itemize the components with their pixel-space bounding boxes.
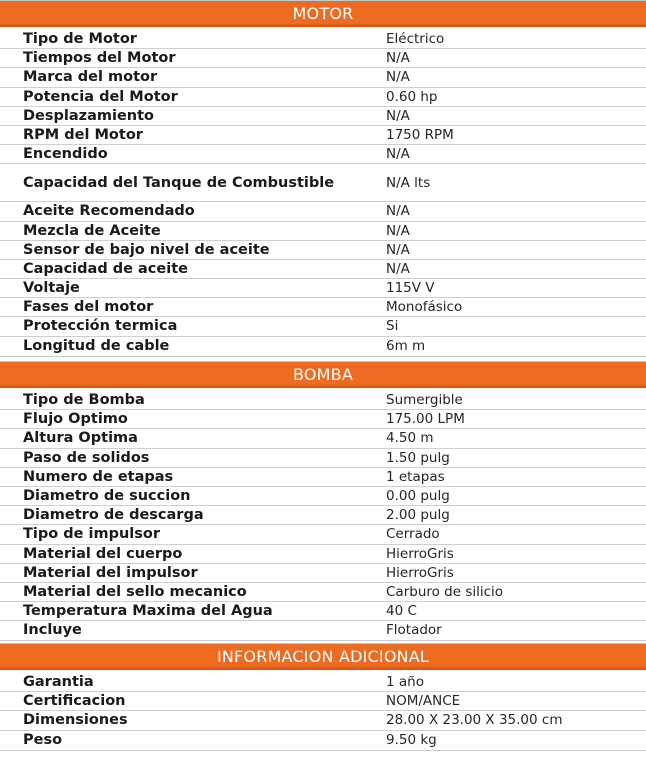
spec-label: Certificacion — [23, 693, 126, 710]
spec-label: Altura Optima — [23, 430, 138, 447]
table-row — [0, 468, 646, 487]
spec-label: Marca del motor — [23, 69, 158, 86]
section-header-bomba — [0, 361, 646, 388]
spec-label: Encendido — [23, 146, 108, 163]
spec-value: HierroGris — [386, 545, 454, 562]
spec-value: 2.00 pulg — [386, 507, 450, 524]
table-row — [0, 506, 646, 525]
table-row — [0, 49, 646, 68]
spec-value: 0.00 pulg — [386, 487, 450, 504]
spec-label: Peso — [23, 731, 63, 748]
spec-value: Cerrado — [386, 526, 440, 543]
spec-value: Eléctrico — [386, 31, 445, 47]
table-row — [0, 711, 646, 730]
spec-label: Numero de etapas — [23, 468, 174, 485]
table-row — [0, 222, 646, 241]
table-row — [0, 317, 646, 336]
spec-value: Si — [386, 318, 399, 335]
spec-value: 9.50 kg — [386, 731, 437, 748]
spec-label: Flujo Optimo — [23, 411, 128, 428]
spec-label: Tiempos del Motor — [23, 50, 176, 67]
spec-value: N/A — [386, 241, 410, 258]
spec-value: 0.60 hp — [386, 88, 438, 105]
table-row — [0, 241, 646, 260]
spec-label: Temperatura Maxima del Agua — [23, 603, 273, 620]
spec-value: 1750 RPM — [386, 126, 454, 143]
table-row — [0, 731, 646, 750]
spec-label: RPM del Motor — [23, 126, 143, 143]
section-motor — [0, 0, 646, 357]
spec-label: Potencia del Motor — [23, 88, 178, 105]
table-row — [0, 260, 646, 279]
spec-table-informacion-adicional — [0, 670, 646, 751]
spec-value: Sumergible — [386, 392, 463, 408]
spec-value: N/A — [386, 107, 410, 124]
section-title: BOMBA — [292, 365, 353, 384]
spec-value: N/A — [386, 260, 410, 277]
table-row — [0, 487, 646, 506]
table-row — [0, 692, 646, 711]
section-informacion-adicional — [0, 643, 646, 751]
spec-value: HierroGris — [386, 564, 454, 581]
table-row — [0, 337, 646, 356]
table-row — [0, 164, 646, 202]
spec-label: Tipo de Motor — [23, 31, 137, 47]
spec-label: Fases del motor — [23, 299, 154, 316]
spec-value: 6m m — [386, 337, 426, 354]
spec-label: Tipo de impulsor — [23, 526, 161, 543]
table-row — [0, 673, 646, 692]
spec-value: 1 año — [386, 674, 424, 690]
table-row — [0, 88, 646, 107]
spec-label: Material del cuerpo — [23, 545, 183, 562]
spec-label: Capacidad del Tanque de Combustible — [23, 174, 335, 191]
spec-value: Carburo de silicio — [386, 583, 504, 600]
spec-label: Tipo de Bomba — [23, 392, 145, 408]
table-row — [0, 525, 646, 544]
spec-label: Material del impulsor — [23, 564, 198, 581]
table-row — [0, 30, 646, 49]
section-bomba — [0, 361, 646, 641]
spec-value: 115V V — [386, 280, 435, 297]
spec-label: Desplazamiento — [23, 107, 154, 124]
spec-label: Incluye — [23, 622, 82, 639]
spec-label: Capacidad de aceite — [23, 260, 188, 277]
table-row — [0, 68, 646, 87]
table-row — [0, 107, 646, 126]
spec-value: Flotador — [386, 622, 442, 639]
table-row — [0, 545, 646, 564]
spec-label: Dimensiones — [23, 712, 128, 729]
table-row — [0, 602, 646, 621]
spec-value: 4.50 m — [386, 430, 434, 447]
spec-label: Paso de solidos — [23, 449, 150, 466]
spec-label: Mezcla de Aceite — [23, 222, 161, 239]
spec-value: N/A — [386, 222, 410, 239]
spec-label: Voltaje — [23, 280, 80, 297]
table-row — [0, 449, 646, 468]
spec-value: 40 C — [386, 603, 417, 620]
table-row — [0, 583, 646, 602]
section-header-motor — [0, 0, 646, 27]
table-row — [0, 621, 646, 640]
spec-label: Aceite Recomendado — [23, 203, 195, 220]
spec-table-bomba — [0, 388, 646, 641]
table-row — [0, 298, 646, 317]
spec-table-motor — [0, 27, 646, 357]
table-row — [0, 429, 646, 448]
spec-value: N/A — [386, 203, 410, 220]
spec-label: Longitud de cable — [23, 337, 170, 354]
spec-value: Monofásico — [386, 299, 463, 316]
spec-label: Protección termica — [23, 318, 178, 335]
spec-value: 175.00 LPM — [386, 411, 465, 428]
spec-value: N/A — [386, 146, 410, 163]
spec-label: Garantia — [23, 674, 94, 690]
table-row — [0, 279, 646, 298]
section-title: INFORMACION ADICIONAL — [216, 647, 430, 666]
table-row — [0, 410, 646, 429]
table-row — [0, 126, 646, 145]
spec-value: N/A lts — [386, 174, 431, 191]
spec-label: Diametro de succion — [23, 487, 191, 504]
spec-value: 1.50 pulg — [386, 449, 450, 466]
spec-value: N/A — [386, 50, 410, 67]
spec-label: Diametro de descarga — [23, 507, 204, 524]
table-row — [0, 202, 646, 221]
spec-value: N/A — [386, 69, 410, 86]
spec-label: Material del sello mecanico — [23, 583, 247, 600]
section-header-informacion-adicional — [0, 643, 646, 670]
spec-value: 28.00 X 23.00 X 35.00 cm — [386, 712, 563, 729]
table-row — [0, 145, 646, 164]
table-row — [0, 391, 646, 410]
spec-value: NOM/ANCE — [386, 693, 461, 710]
section-title: MOTOR — [292, 4, 354, 23]
spec-label: Sensor de bajo nivel de aceite — [23, 241, 270, 258]
table-row — [0, 564, 646, 583]
spec-value: 1 etapas — [386, 468, 445, 485]
